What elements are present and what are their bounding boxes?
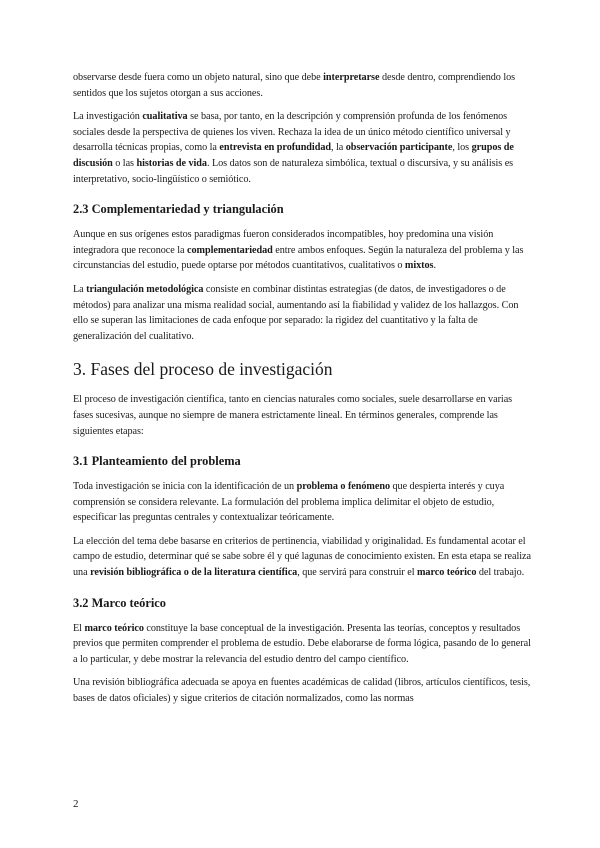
paragraph-revision-bibliografica: Una revisión bibliográfica adecuada se apoya en fuentes académicas de calidad (libros, artículos científicos, tesis, bases de datos oficiales) y sigue criterios de citación normalizados, como las normas	[73, 677, 531, 705]
paragraph-marco-teorico: El marco teórico constituye la base conceptual de la investigación. Presenta las teorías, conceptos y resultados previos que permiten comprender el problema de estudio. Debe elaborarse de forma lógica, pasando de lo general a lo particular, y debe mostrar la relevancia del estudio dentro del campo científico.	[73, 622, 531, 665]
chapter-heading-3: 3. Fases del proceso de investigación	[73, 359, 333, 380]
paragraph-proceso: El proceso de investigación científica, tanto en ciencias naturales como sociales, suele desarrollarse en varias fases sucesivas, aunque no siempre de manera estrictamente lineal. En términos generales, comprende las siguientes etapas:	[73, 394, 513, 437]
section-heading-3-2: 3.2 Marco teórico	[73, 595, 167, 610]
section-heading-3-1: 3.1 Planteamiento del problema	[73, 454, 241, 469]
paragraph-problema: Toda investigación se inicia con la identificación de un problema o fenómeno que despierta interés y cuya comprensión se considera relevante. La formulación del problema implica delimitar el objeto de estudio, especificar las preguntas centrales y contextualizar teóricamente.	[73, 481, 505, 524]
paragraph-triangulacion: La triangulación metodológica consiste en combinar distintas estrategias (de datos, de investigadores o de métodos) para analizar una misma realidad social, aumentando así la fiabilidad y validez de los hallazgos. Con ello se superan las limitaciones de cada enfoque por separado: la rigidez del cuantitativo y la falta de generalización del cualitativo.	[73, 283, 519, 342]
paragraph-eleccion-tema: La elección del tema debe basarse en criterios de pertinencia, viabilidad y originalidad. Es fundamental acotar el campo de estudio, determinar qué se sabe sobre él y qué lagunas de conocimiento existen. En esta etapa se realiza una revisión bibliográfica o de la literatura científica, que servirá para construir el marco teórico del trabajo.	[73, 535, 531, 579]
section-heading-2-3: 2.3 Complementariedad y triangulación	[73, 202, 284, 217]
paragraph-complementariedad: Aunque en sus orígenes estos paradigmas fueron considerados incompatibles, hoy predomina una visión integradora que reconoce la complementariedad entre ambos enfoques. Según la naturaleza del problema y las circunstancias del estudio, puede optarse por métodos cuantitativos, cualitativos o mixtos.	[73, 229, 524, 272]
page-number: 2	[73, 798, 79, 810]
paragraph-cualitativa: La investigación cualitativa se basa, por tanto, en la descripción y comprensión profunda de los fenómenos sociales desde la perspectiva de quienes los viven. Rechaza la idea de un único método científico universal y desarrolla técnicas propias, como la entrevista en profundidad, la observación participante, los grupos de discusión o las historias de vida. Los datos son de naturaleza simbólica, textual o discursiva, y su análisis es interpretativo, socio-lingüístico o semiótico.	[73, 111, 514, 185]
paragraph-interpretarse: observarse desde fuera como un objeto natural, sino que debe interpretarse desde dentro, comprendiendo los sentidos que los sujetos otorgan a sus acciones.	[73, 72, 516, 99]
document-body	[73, 70, 533, 707]
